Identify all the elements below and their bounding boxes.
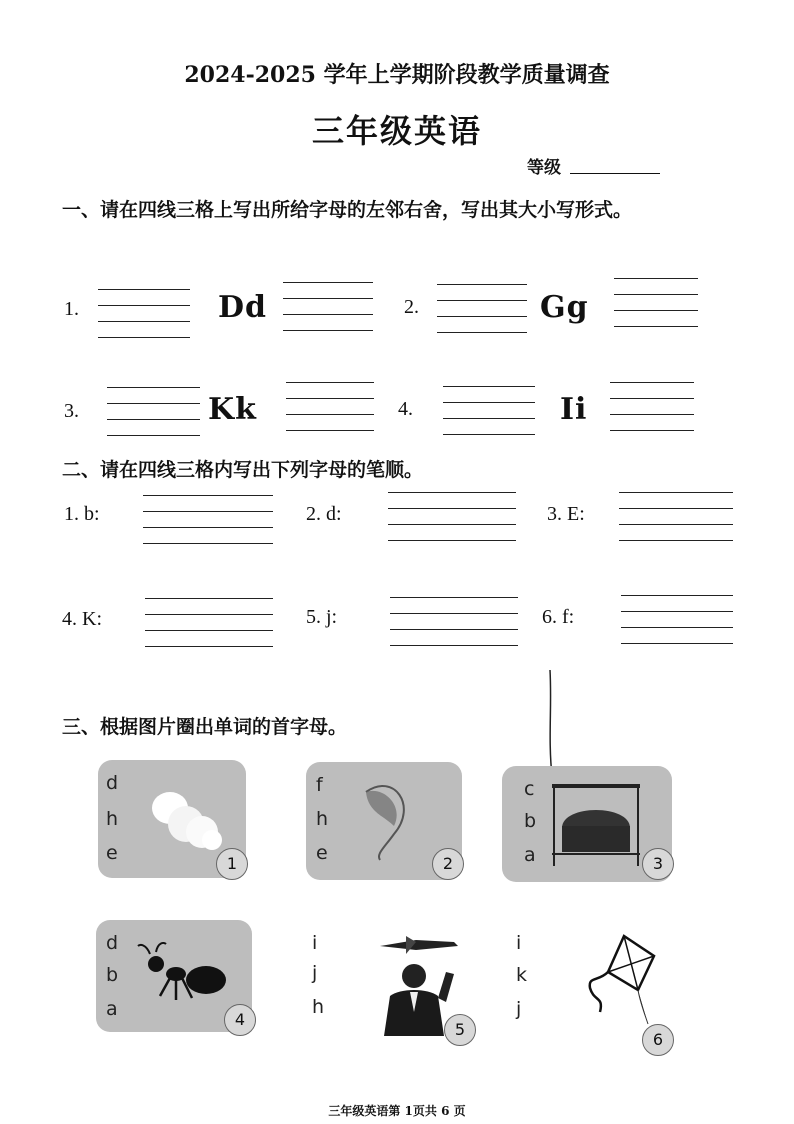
kite-icon xyxy=(584,932,670,1032)
s1-item4-num: 4. xyxy=(398,398,413,420)
grade-label: 等级 xyxy=(527,158,561,178)
picture-number-5: 5 xyxy=(444,1014,476,1046)
s2-item3-lines[interactable] xyxy=(619,492,733,542)
picture-number-4: 4 xyxy=(224,1004,256,1036)
picture-number-3: 3 xyxy=(642,848,674,880)
option-letter[interactable]: b xyxy=(524,810,537,832)
s1-item2-left-lines[interactable] xyxy=(437,284,527,334)
s1-item4-right-lines[interactable] xyxy=(610,382,694,432)
picture-card-6 xyxy=(508,928,678,1058)
s1-item1-left-lines[interactable] xyxy=(98,289,190,339)
option-letter[interactable]: b xyxy=(106,964,119,986)
option-letter[interactable]: f xyxy=(316,774,323,796)
picture-card-3 xyxy=(502,766,672,882)
picture-card-4 xyxy=(96,920,252,1032)
s1-item4-letter: Ii xyxy=(560,392,588,427)
exam-subtitle: 三年级英语 xyxy=(311,112,482,150)
feather-icon xyxy=(354,776,424,862)
option-letter[interactable]: d xyxy=(106,932,119,954)
s1-item1-num: 1. xyxy=(64,298,79,320)
s2-item3-label: 3. E: xyxy=(547,503,585,525)
option-letter[interactable]: e xyxy=(106,842,118,864)
option-letter[interactable]: j xyxy=(312,962,318,984)
s1-item1-letter: Dd xyxy=(218,290,267,325)
s1-item3-letter: Kk xyxy=(208,392,257,427)
s2-item6-label: 6. f: xyxy=(542,606,575,628)
s1-item2-right-lines[interactable] xyxy=(614,278,698,328)
section1-heading: 一、请在四线三格上写出所给字母的左邻右舍，写出其大小写形式。 xyxy=(62,199,633,221)
s2-item1-lines[interactable] xyxy=(143,495,273,545)
option-letter[interactable]: k xyxy=(516,964,528,986)
option-letter[interactable]: a xyxy=(524,844,536,866)
picture-card-5 xyxy=(306,928,472,1046)
s2-item2-lines[interactable] xyxy=(388,492,516,542)
option-letter[interactable]: j xyxy=(516,998,522,1020)
option-letter[interactable]: d xyxy=(106,772,119,794)
option-letter[interactable]: h xyxy=(106,808,119,830)
ant-icon xyxy=(136,940,232,1012)
picture-card-1 xyxy=(98,760,246,878)
s2-item2-label: 2. d: xyxy=(306,503,342,525)
s1-item3-left-lines[interactable] xyxy=(107,387,200,437)
option-letter[interactable]: a xyxy=(106,998,118,1020)
s2-item6-lines[interactable] xyxy=(621,595,733,647)
option-letter[interactable]: c xyxy=(524,778,535,800)
s1-item4-left-lines[interactable] xyxy=(443,386,535,436)
s1-item3-num: 3. xyxy=(64,400,79,422)
s1-item2-letter: Gg xyxy=(540,290,589,325)
exam-title: 2024-2025 学年上学期阶段教学质量调查 xyxy=(184,62,610,88)
s1-item2-num: 2. xyxy=(404,296,419,318)
option-letter[interactable]: h xyxy=(316,808,329,830)
s2-item4-label: 4. K: xyxy=(62,608,102,630)
s2-item1-label: 1. b: xyxy=(64,503,100,525)
section3-heading: 三、根据图片圈出单词的首字母。 xyxy=(62,716,348,738)
s2-item5-lines[interactable] xyxy=(390,597,518,649)
picture-number-2: 2 xyxy=(432,848,464,880)
bed-icon xyxy=(548,776,644,870)
option-letter[interactable]: i xyxy=(516,932,522,954)
option-letter[interactable]: i xyxy=(312,932,318,954)
option-letter[interactable]: h xyxy=(312,996,325,1018)
grade-blank[interactable] xyxy=(570,173,660,174)
caterpillar-icon xyxy=(146,774,226,860)
page-footer: 三年级英语第 1页共 6 页 xyxy=(328,1104,466,1118)
s2-item5-label: 5. j: xyxy=(306,606,338,628)
s2-item4-lines[interactable] xyxy=(145,598,273,650)
s1-item1-right-lines[interactable] xyxy=(283,282,373,332)
picture-number-6: 6 xyxy=(642,1024,674,1056)
scan-mark xyxy=(540,668,560,778)
picture-card-2 xyxy=(306,762,462,880)
s1-item3-right-lines[interactable] xyxy=(286,382,374,432)
picture-number-1: 1 xyxy=(216,848,248,880)
section2-heading: 二、请在四线三格内写出下列字母的笔顺。 xyxy=(62,459,424,481)
option-letter[interactable]: e xyxy=(316,842,328,864)
